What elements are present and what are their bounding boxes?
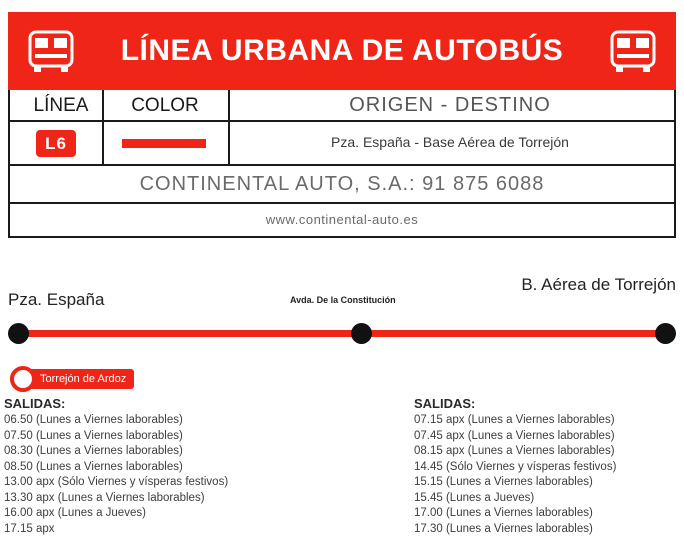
list-item: 08.15 apx (Lunes a Viernes laborables) (414, 445, 615, 457)
table-divider (228, 90, 230, 166)
operator-phone-row (10, 166, 674, 204)
list-item: 08.50 (Lunes a Viernes laborables) (4, 460, 183, 473)
table-header-row (10, 90, 674, 122)
list-item: 07.15 apx (Lunes a Viernes laborables) (414, 414, 615, 426)
departures-title: SALIDAS: (4, 396, 66, 411)
operator-phone: CONTINENTAL AUTO, S.A.: 91 875 6088 (139, 172, 545, 195)
operator-website[interactable]: www.continental-auto.es (265, 211, 419, 227)
list-item: 07.45 apx (Lunes a Viernes laborables) (414, 429, 615, 442)
page-title: LÍNEA URBANA DE AUTOBÚS (120, 34, 564, 67)
route-stop-dot (8, 323, 29, 344)
list-item: 15.15 (Lunes a Viernes laborables) (414, 476, 593, 488)
column-header-linea: LÍNEA (33, 95, 89, 116)
list-item: 08.30 (Lunes a Viernes laborables) (4, 445, 183, 457)
departures-left-column (4, 396, 404, 537)
list-item: 13.00 apx (Sólo Viernes y vísperas festivos) (4, 476, 229, 488)
color-swatch (122, 139, 206, 148)
list-item: 14.45 (Sólo Viernes y vísperas festivos) (414, 460, 617, 473)
list-item: 15.45 (Lunes a Jueves) (414, 491, 535, 504)
list-item: 07.50 (Lunes a Viernes laborables) (4, 429, 183, 442)
route-line (14, 330, 664, 337)
departures-title: SALIDAS: (414, 396, 476, 411)
departures-right-column (414, 396, 680, 537)
column-header-color: COLOR (131, 95, 199, 116)
route-stop-dot (351, 323, 372, 344)
zone-circle-icon (10, 366, 36, 392)
zone-badge (10, 366, 134, 392)
column-header-origen-destino: ORIGEN - DESTINO (349, 94, 551, 116)
header-band (8, 12, 676, 90)
zone-label: Torrejón de Ardoz (30, 369, 134, 389)
list-item: 17.30 (Lunes a Viernes laborables) (414, 522, 593, 535)
origen-destino-value: Pza. España - Base Aérea de Torrejón (331, 134, 569, 150)
list-item: 17.00 (Lunes a Viernes laborables) (414, 507, 593, 519)
table-row (10, 122, 674, 166)
list-item: 16.00 apx (Lunes a Jueves) (4, 507, 146, 519)
route-origin-label: Pza. España (8, 290, 105, 309)
list-item: 13.30 apx (Lunes a Viernes laborables) (4, 491, 205, 504)
route-stop-dot (655, 323, 676, 344)
table-divider (102, 90, 104, 166)
list-item: 17.15 apx (4, 522, 55, 535)
list-item: 06.50 (Lunes a Viernes laborables) (4, 414, 183, 426)
operator-website-row (10, 204, 674, 234)
line-badge: L6 (36, 130, 76, 157)
route-middle-label: Avda. De la Constitución (290, 295, 396, 305)
route-destination-label: B. Aérea de Torrejón (521, 275, 676, 294)
info-table (8, 90, 676, 238)
